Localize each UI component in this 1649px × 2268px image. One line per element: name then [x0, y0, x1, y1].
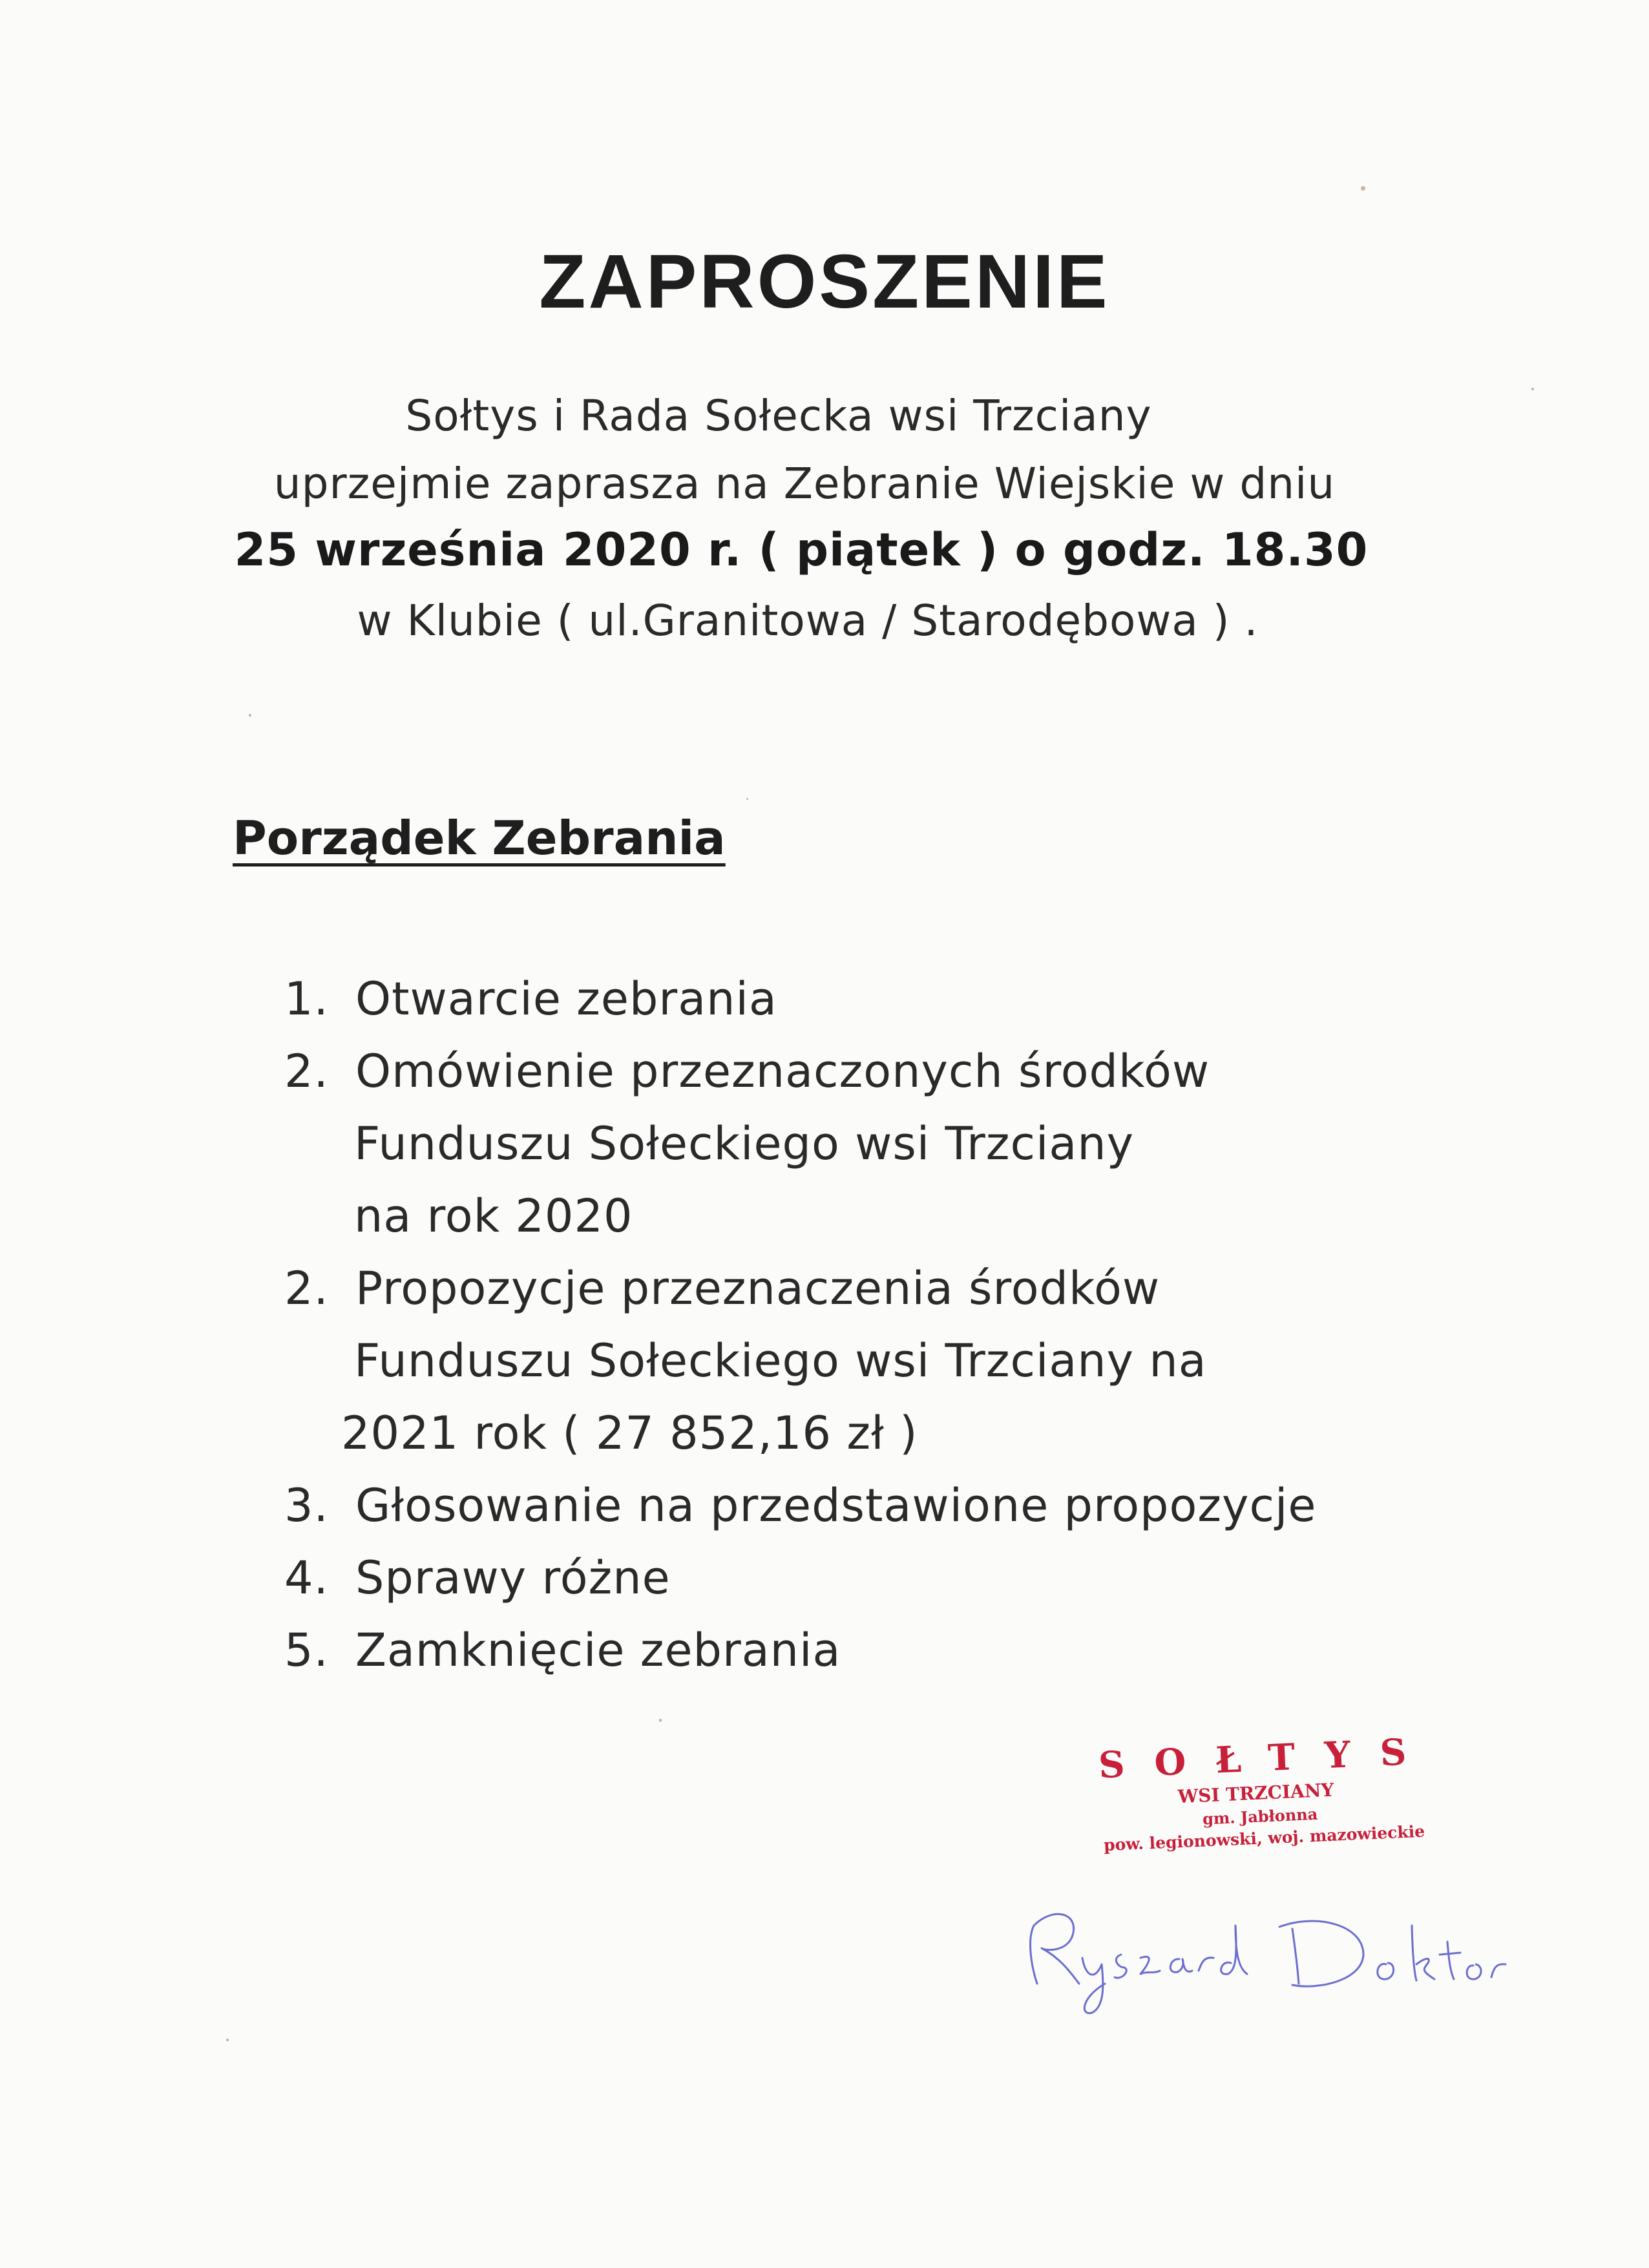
stamp-county: pow. legionowski, woj. mazowieckie [1103, 1822, 1425, 1855]
agenda-item-text-continued: na rok 2020 [354, 1190, 633, 1243]
agenda-item-number: 3. [284, 1479, 329, 1532]
official-stamp [1060, 1727, 1478, 1858]
agenda-item-text: Sprawy różne [355, 1551, 671, 1604]
agenda-heading: Porządek Zebrania [233, 811, 726, 865]
agenda-item [284, 1614, 1577, 1686]
agenda-item-text: Omówienie przeznaczonych środków [355, 1045, 1210, 1098]
agenda-item [284, 963, 1577, 1035]
agenda-item-number: 2. [284, 1045, 329, 1098]
agenda-list [284, 963, 1577, 1686]
stamp-title: SOŁTYS [1097, 1729, 1437, 1787]
paper-speck [249, 714, 251, 717]
agenda-item-text: Otwarcie zebrania [355, 972, 777, 1025]
invitation-location-line: w Klubie ( ul.Granitowa / Starodębowa ) . [357, 596, 1259, 646]
paper-speck [746, 798, 748, 800]
agenda-item-number: 1. [284, 972, 329, 1025]
agenda-item-text-continued: 2021 rok ( 27 852,16 zł ) [341, 1407, 918, 1460]
paper-speck [1361, 186, 1365, 191]
agenda-item-text: Zamknięcie zebrania [355, 1624, 841, 1677]
paper-speck [226, 2039, 229, 2041]
agenda-item-text-continued: Funduszu Sołeckiego wsi Trzciany [354, 1117, 1135, 1170]
paper-speck [1531, 388, 1534, 390]
agenda-item-number: 5. [284, 1624, 329, 1677]
paper-speck [659, 1719, 662, 1722]
invitation-date-line: 25 września 2020 r. ( piątek ) o godz. 18.30 [234, 523, 1369, 576]
handwritten-signature [1008, 1887, 1512, 2022]
agenda-item-text: Propozycje przeznaczenia środków [355, 1262, 1161, 1315]
agenda-item-text-continued: Funduszu Sołeckiego wsi Trzciany na [354, 1334, 1207, 1387]
agenda-item-text: Głosowanie na przedstawione propozycje [355, 1479, 1317, 1532]
document-title: ZAPROSZENIE [539, 239, 1110, 324]
agenda-item [284, 1469, 1577, 1542]
agenda-item-number: 2. [284, 1262, 329, 1315]
agenda-item [284, 1035, 1577, 1252]
agenda-item [284, 1542, 1577, 1614]
agenda-item [284, 1252, 1577, 1469]
stamp-village: WSI TRZCIANY [1177, 1779, 1335, 1808]
agenda-item-number: 4. [284, 1551, 329, 1604]
stamp-commune: gm. Jabłonna [1202, 1804, 1318, 1829]
invitation-line-2: uprzejmie zaprasza na Zebranie Wiejskie w dniu [273, 459, 1336, 509]
invitation-line-1: Sołtys i Rada Sołecka wsi Trzciany [405, 391, 1152, 441]
